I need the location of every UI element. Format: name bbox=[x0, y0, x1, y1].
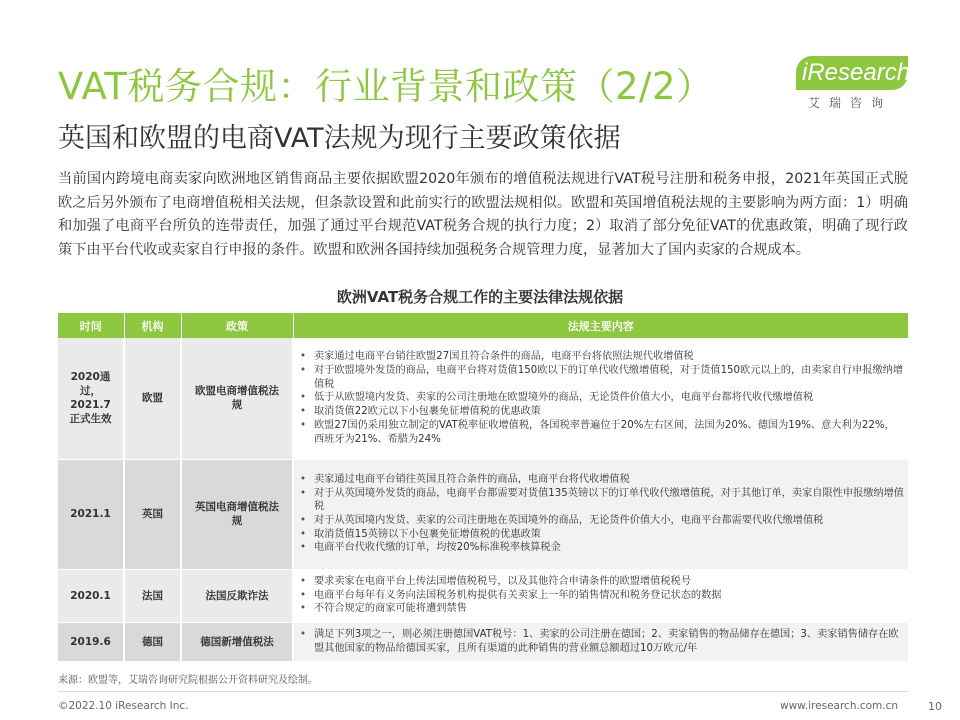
cell-content bbox=[293, 459, 908, 569]
list-item: • 对于从英国境外发货的商品，电商平台都需要对货值135英镑以下的订单代收代缴增值税，对于其他订单，卖家自限性申报缴纳增值税 bbox=[294, 487, 904, 514]
cell-org: 英国 bbox=[124, 459, 181, 569]
header-org: 机构 bbox=[124, 313, 181, 338]
source-note: 来源：欧盟等，艾瑞咨询研究院根据公开资料研究及绘制。 bbox=[58, 675, 318, 686]
page-title: VAT税务合规：行业背景和政策（2/2） bbox=[58, 65, 714, 108]
header-policy: 政策 bbox=[181, 313, 293, 338]
cell-time: 2019.6 bbox=[58, 622, 124, 661]
cell-policy: 法国反欺诈法 bbox=[181, 569, 293, 622]
list-item: • 要求卖家在电商平台上传法国增值税税号，以及其他符合申请条件的欧盟增值税税号 bbox=[294, 575, 904, 589]
cell-org: 法国 bbox=[124, 569, 181, 622]
table-row bbox=[58, 569, 908, 622]
table-row bbox=[58, 622, 908, 661]
footer-copyright: ©2022.10 iResearch Inc. bbox=[58, 700, 189, 712]
list-item: • 满足下列3项之一，则必须注册德国VAT税号：1、卖家的公司注册在德国；2、卖家销售的物品储存在德国；3、卖家销售储存在欧盟其他国家的物品给德国买家，且所有渠道的此种销售的营业额总额超过10万欧元/年 bbox=[294, 628, 904, 655]
cell-time: 2021.1 bbox=[58, 459, 124, 569]
table-row bbox=[58, 459, 908, 569]
list-item: • 卖家通过电商平台销往英国且符合条件的商品，电商平台将代收增值税 bbox=[294, 473, 904, 487]
list-item: • 不符合规定的商家可能将遭到禁售 bbox=[294, 602, 904, 616]
cell-content bbox=[293, 622, 908, 661]
list-item: • 欧盟27国仍采用独立制定的VAT税率征收增值税，各国税率普遍位于20%左右区间，法国为20%、德国为19%、意大利为22%，西班牙为21%、希腊为24% bbox=[294, 419, 904, 446]
footer-url: www.iresearch.com.cn bbox=[780, 700, 899, 712]
logo-cn: 艾瑞咨询 bbox=[808, 96, 893, 110]
cell-org: 欧盟 bbox=[124, 338, 181, 459]
law-table bbox=[58, 313, 908, 662]
cell-policy: 德国新增值税法 bbox=[181, 622, 293, 661]
content-list bbox=[294, 628, 904, 655]
page-subtitle: 英国和欧盟的电商VAT法规为现行主要政策依据 bbox=[58, 123, 621, 154]
list-item: • 电商平台代收代缴的订单，均按20%标准税率核算税金 bbox=[294, 541, 904, 555]
logo-brand: iResearch bbox=[796, 56, 908, 90]
page-number: 10 bbox=[928, 700, 942, 713]
cell-time: 2020.1 bbox=[58, 569, 124, 622]
table-header-row bbox=[58, 313, 908, 338]
list-item: • 电商平台每年有义务向法国税务机构提供有关卖家上一年的销售情况和税务登记状态的数据 bbox=[294, 589, 904, 603]
time-text: 2020通过，2021.7正式生效 bbox=[69, 371, 112, 426]
content-list bbox=[294, 473, 904, 555]
footer-divider bbox=[58, 691, 908, 692]
policy-text: 英国电商增值税法规 bbox=[195, 501, 279, 527]
cell-content bbox=[293, 569, 908, 622]
header-content: 法规主要内容 bbox=[293, 313, 908, 338]
list-item: • 取消货值22欧元以下小包裹免征增值税的优惠政策 bbox=[294, 405, 904, 419]
cell-content bbox=[293, 338, 908, 459]
cell-policy bbox=[181, 338, 293, 459]
cell-org: 德国 bbox=[124, 622, 181, 661]
policy-text: 欧盟电商增值税法规 bbox=[195, 385, 279, 412]
list-item: • 卖家通过电商平台销往欧盟27国且符合条件的商品，电商平台将依照法规代收增值税 bbox=[294, 350, 904, 364]
iresearch-logo bbox=[790, 50, 910, 116]
cell-time bbox=[58, 338, 124, 459]
list-item: • 对于欧盟境外发货的商品，电商平台将对货值150欧以下的订单代收代缴增值税，对于货值150欧元以上的，由卖家自行申报缴纳增值税 bbox=[294, 364, 904, 391]
table-row bbox=[58, 338, 908, 459]
header-time: 时间 bbox=[58, 313, 124, 338]
list-item: • 对于从英国境内发货、卖家的公司注册地在英国境外的商品，无论货件价值大小，电商平台都需要代收代缴增值税 bbox=[294, 514, 904, 528]
table-title: 欧洲VAT税务合规工作的主要法律法规依据 bbox=[336, 288, 624, 306]
content-list bbox=[294, 350, 904, 446]
content-list bbox=[294, 575, 904, 616]
intro-paragraph: 当前国内跨境电商卖家向欧洲地区销售商品主要依据欧盟2020年颁布的增值税法规进行VAT税号注册和税务申报，2021年英国正式脱欧之后另外颁布了电商增值税相关法规，但条款设置和此前实行的欧盟法规相似。欧盟和英国增值税法规的主要影响为两方面：1）明确和加强了电商平台所负的连带责任，加强了通过平台规范VAT税务合规的执行力度；2）取消了部分免征VAT的优惠政策，明确了现行政策下由平台代收或卖家自行申报的条件。欧盟和欧洲各国持续加强税务合规管理力度，显著加大了国内卖家的合规成本。 bbox=[58, 171, 908, 258]
cell-policy bbox=[181, 459, 293, 569]
list-item: • 低于从欧盟境内发货、卖家的公司注册地在欧盟境外的商品，无论货件价值大小，电商平台都将代收代缴增值税 bbox=[294, 391, 904, 405]
list-item: • 取消货值15英镑以下小包裹免征增值税的优惠政策 bbox=[294, 528, 904, 542]
